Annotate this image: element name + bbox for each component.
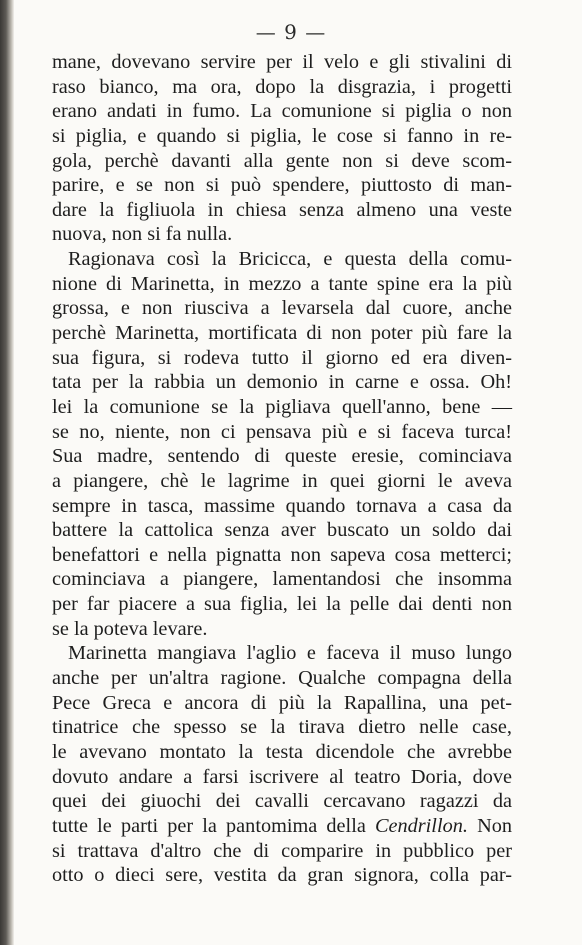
text-line-with-title: [52, 814, 512, 839]
text-line: Sua madre, sentendo di queste eresie, cominciava: [52, 445, 512, 468]
text-line: benefattori e nella pignatta non sapeva cosa metterci;: [52, 543, 512, 566]
italic-title: Cendrillon.: [374, 814, 468, 837]
text-line: Pece Greca e ancora di più la Rapallina, una pet-: [52, 691, 512, 714]
text-segment: Non: [467, 814, 512, 837]
text-line: battere la cattolica senza aver buscato un soldo dai: [52, 519, 512, 542]
text-line: le avevano montato la testa dicendole che avrebbe: [52, 740, 512, 763]
text-line: dovuto andare a farsi iscrivere al teatro Doria, dove: [52, 765, 512, 788]
text-line: gola, perchè davanti alla gente non si deve scom-: [52, 149, 512, 172]
text-line: dare la figliuola in chiesa senza almeno una veste: [52, 198, 512, 221]
text-line: lei la comunione se la pigliava quell'anno, bene —: [52, 395, 512, 418]
text-line: tinatrice che spesso se la tirava dietro nelle case,: [52, 716, 512, 739]
text-line: raso bianco, ma ora, dopo la disgrazia, i progetti: [52, 75, 512, 98]
text-line: se la poteva levare.: [52, 617, 208, 640]
text-line: perchè Marinetta, mortificata di non poter più fare la: [52, 322, 512, 345]
text-line: tata per la rabbia un demonio in carne e ossa. Oh!: [52, 371, 512, 394]
text-line: quei dei giuochi dei cavalli cercavano ragazzi da: [52, 790, 512, 813]
text-line: per far piacere a sua figlia, lei la pelle dai denti non: [52, 593, 512, 616]
text-line: si trattava d'altro che di comparire in pubblico per: [52, 839, 512, 862]
book-spine-shadow: [0, 0, 14, 945]
text-line: a piangere, chè le lagrime in quei giorni le aveva: [52, 469, 512, 492]
text-line: nione di Marinetta, in mezzo a tante spine era la più: [52, 272, 512, 295]
text-line: cominciava a piangere, lamentandosi che insomma: [52, 568, 512, 591]
text-line: erano andati in fumo. La comunione si piglia o non: [52, 100, 512, 123]
text-line: mane, dovevano servire per il velo e gli stivalini di: [52, 51, 512, 73]
text-line: si piglia, e quando si piglia, le cose si fanno in re-: [52, 124, 512, 147]
body-text: [52, 50, 512, 888]
text-line: otto o dieci sere, vestita da gran signora, colla par-: [52, 864, 512, 887]
text-line: nuova, non si fa nulla.: [52, 223, 233, 246]
text-segment: tutte le parti per la pantomima della: [52, 814, 375, 837]
paragraph-start-line: Marinetta mangiava l'aglio e faceva il muso lungo: [68, 642, 512, 665]
text-line: sua figura, si rodeva tutto il giorno ed era diven-: [52, 346, 512, 369]
text-line: grossa, e non riusciva a levarsela dal cuore, anche: [52, 297, 512, 320]
text-line: se no, niente, non ci pensava più e si faceva turca!: [52, 420, 512, 443]
paragraph-start-line: Ragionava così la Bricicca, e questa della comu-: [68, 248, 512, 271]
text-line: sempre in tasca, massime quando tornava a casa da: [52, 494, 512, 517]
text-line: anche per un'altra ragione. Qualche compagna della: [52, 667, 512, 690]
page-number: — 9 —: [255, 20, 327, 44]
text-line: parire, e se non si può spendere, piuttosto di man-: [52, 174, 512, 197]
